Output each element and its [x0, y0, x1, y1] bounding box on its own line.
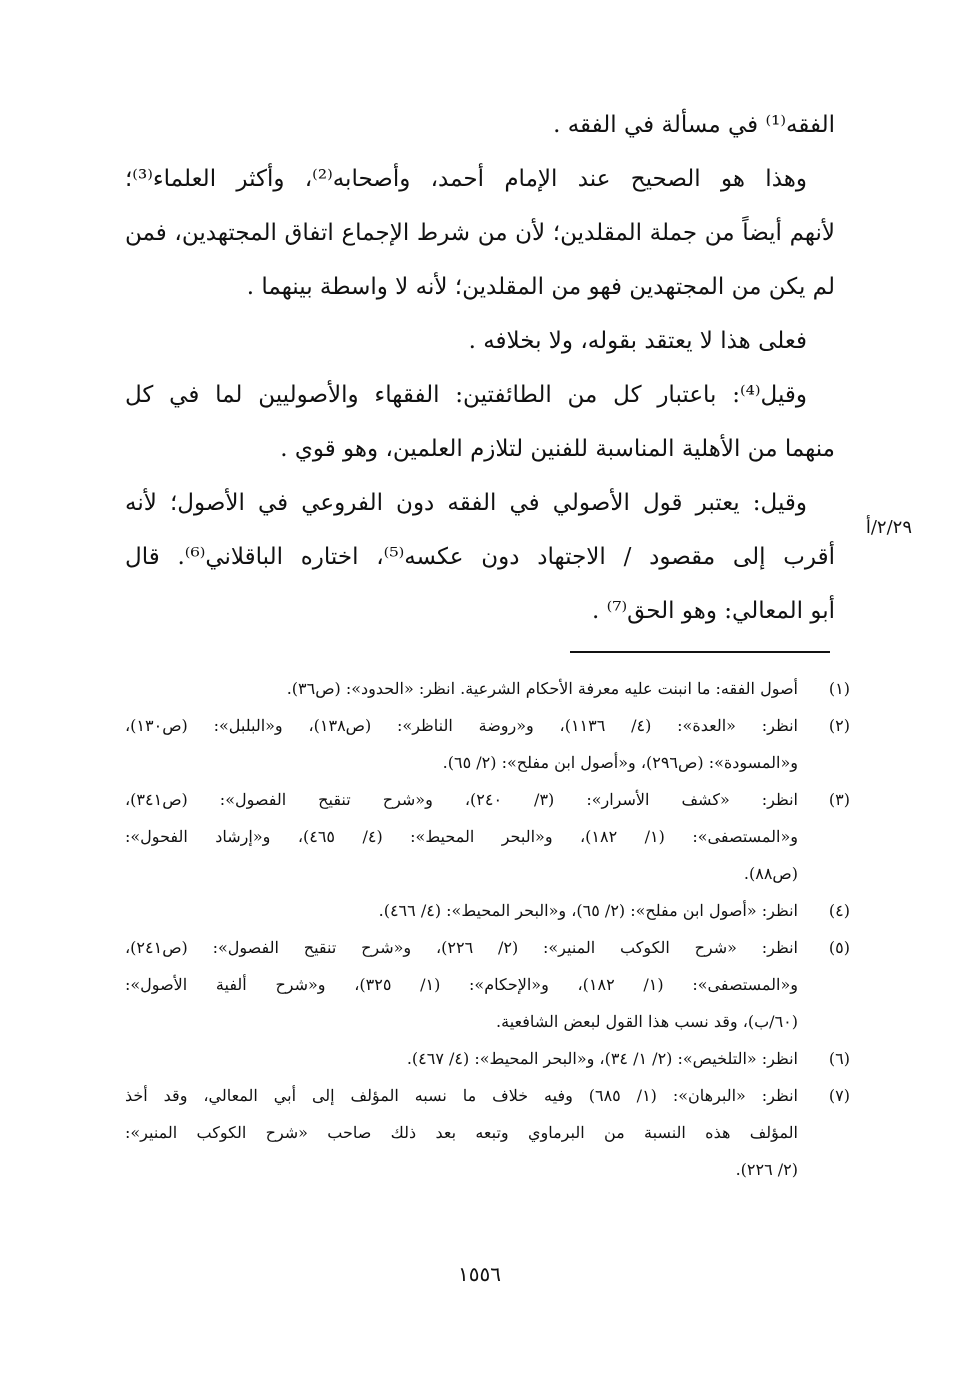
- footnote: [125, 1077, 850, 1188]
- footnote-line: (٢/ ٢٢٦).: [735, 1160, 798, 1179]
- footnote-line: انظر: «أصول ابن مفلح»: (٢/ ٦٥)، و«البحر المحيط»: (٤/ ٤٦٦).: [378, 901, 798, 920]
- footnote-line: و«المستصفى»: (١/ ١٨٢)، و«الإحكام»: (١/ ٣٢٥)، و«شرح ألفية الأصول»:: [125, 975, 798, 994]
- footnote-number: (٥): [828, 938, 850, 957]
- footnote-line: و«المستصفى»: (١/ ١٨٢)، و«البحر المحيط»: (٤/ ٤٦٥)، و«إرشاد الفحول»:: [125, 827, 798, 846]
- footnote-line: المؤلف هذه النسبة من البرماوي وتبعه بعد ذلك صاحب «شرح الكوكب المنير»:: [125, 1123, 798, 1142]
- text-line: لأنهم أيضاً من جملة المقلدين؛ لأن من شرط الإجماع اتفاق المجتهدين، فمن: [125, 220, 835, 246]
- text-line: فعلى هذا لا يعتقد بقوله، ولا بخلافه .: [468, 328, 807, 354]
- footnote: [125, 670, 850, 707]
- text-line: الفقه⁽¹⁾ في مسألة في الفقه .: [553, 112, 835, 138]
- text-line: وقيل⁽⁴⁾: باعتبار كل من الطائفتين: الفقهاء والأصوليين لما في كل: [125, 382, 807, 408]
- footnote-number: (٤): [828, 901, 850, 920]
- footnote-line: انظر: «شرح الكوكب المنير»: (٢/ ٢٢٦)، و«شرح تنقيح الفصول»: (ص٢٤١)،: [125, 938, 798, 957]
- footnote: [125, 781, 850, 892]
- footnote: [125, 1040, 850, 1077]
- page-number: ١٥٥٦: [458, 1262, 501, 1286]
- footnote-line: انظر: «البرهان»: (١/ ٦٨٥) وفيه خلاف ما نسبه المؤلف إلى أبي المعالي، وقد أخذ: [125, 1086, 798, 1105]
- text-line: لم يكن من المجتهدين فهو من المقلدين؛ لأنه لا واسطة بينهما .: [246, 274, 835, 300]
- footnote-line: انظر: «التلخيص»: (٢/ ١/ ٣٤)، و«البحر المحيط»: (٤/ ٤٦٧).: [406, 1049, 798, 1068]
- footnote: [125, 707, 850, 781]
- footnotes: [125, 670, 850, 1188]
- main-text: [125, 98, 835, 638]
- text-line: أبو المعالي: وهو الحق⁽⁷⁾ .: [591, 598, 835, 624]
- footnote-number: (٣): [828, 790, 850, 809]
- footnote-number: (١): [828, 679, 850, 698]
- footnote-line: (٦٠/ب)، وقد نسب هذا القول لبعض الشافعية.: [496, 1012, 798, 1031]
- footnote-line: أصول الفقه: ما انبنت عليه معرفة الأحكام الشرعية. انظر: «الحدود»: (ص٣٦).: [286, 679, 798, 698]
- footnote-number: (٢): [828, 716, 850, 735]
- text-line: وقيل: يعتبر قول الأصولي في الفقه دون الفروعي في الأصول؛ لأنه: [125, 490, 807, 516]
- footnote-line: (ص٨٨).: [743, 864, 798, 883]
- footnote-separator: [570, 651, 830, 653]
- footnote: [125, 892, 850, 929]
- footnote-number: (٧): [828, 1086, 850, 1105]
- footnote-line: انظر: «كشف الأسرار»: (٣/ ٢٤٠)، و«شرح تنقيح الفصول»: (ص٣٤١)،: [125, 790, 798, 809]
- footnote-line: و«المسودة»: (ص٢٩٦)، و«أصول ابن مفلح»: (٢/ ٦٥).: [442, 753, 798, 772]
- text-line: منهما من الأهلية المناسبة للفنين لتلازم العلمين، وهو قوي .: [280, 436, 835, 462]
- manuscript-folio-marker: ٢/٢٩/أ: [865, 517, 912, 538]
- text-line: وهذا هو الصحيح عند الإمام أحمد، وأصحابه⁽²⁾، وأكثر العلماء⁽³⁾؛: [125, 166, 807, 192]
- text-line: أقرب إلى مقصود / الاجتهاد دون عكسه⁽⁵⁾، اختاره الباقلاني⁽⁶⁾. قال: [125, 544, 835, 570]
- footnote: [125, 929, 850, 1040]
- footnote-line: انظر: «العدة»: (٤/ ١١٣٦)، و«روضة الناظر»: (ص١٣٨)، و«البلبل»: (ص١٣٠)،: [125, 716, 798, 735]
- footnote-number: (٦): [828, 1049, 850, 1068]
